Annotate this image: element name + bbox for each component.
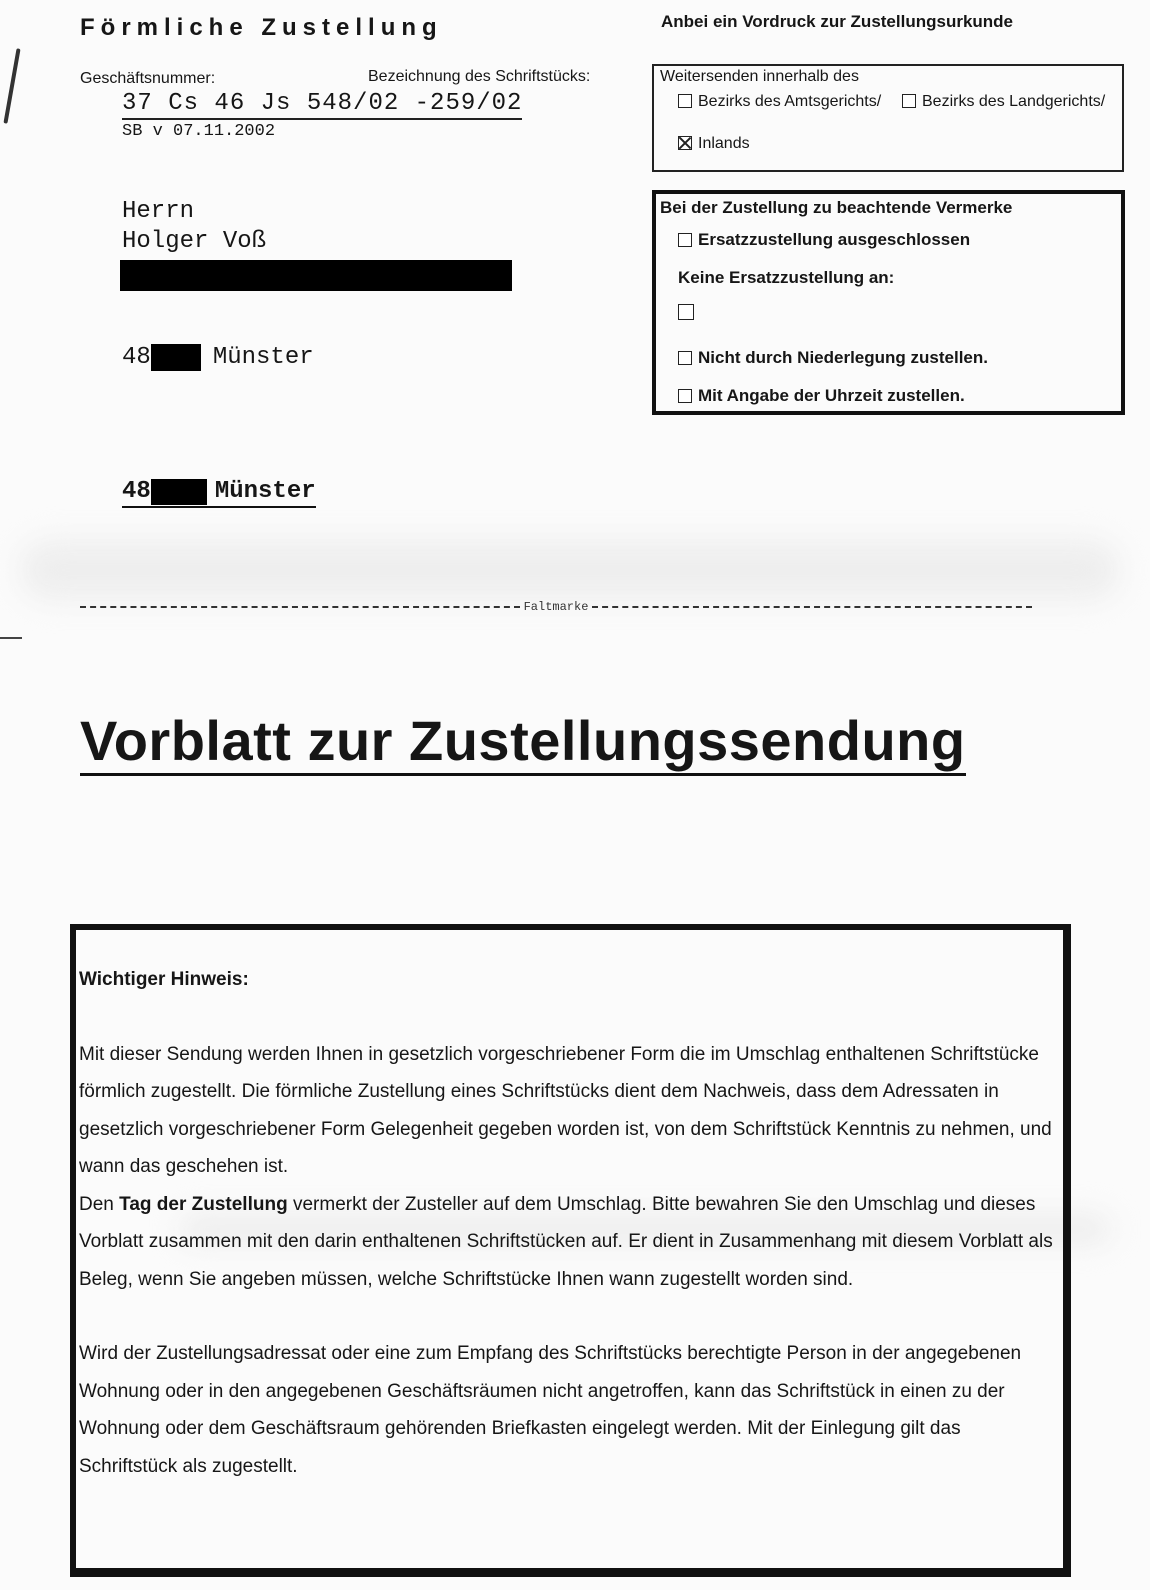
page-title: Vorblatt zur Zustellungssendung: [80, 712, 966, 776]
notice-paragraph-2: Den Tag der Zustellung vermerkt der Zusteller auf dem Umschlag. Bitte bewahren Sie den Umschlag und dieses Vorblatt zusammen mit den darin enthaltenen Schriftstücken auf. Er dient in Zusammenhang mit diesem Vorblatt als Beleg, wenn Sie angeben müssen, welche Schriftstücke Ihnen wann zugestellt worden sind.: [79, 1193, 1053, 1290]
notice-paragraph-3: Wird der Zustellungsadressat oder eine zum Empfang des Schriftstücks berechtigte Person in der angegebenen Wohnung oder in den angegebenen Geschäftsräumen nicht angetroffen, kann das Schriftstück in einen zu der Wohnung oder dem Geschäftsraum gehörenden Briefkasten eingelegt werden. Mit der Einlegung gilt das Schriftstück als zugestellt.: [79, 1343, 1022, 1477]
redacted-street: [120, 260, 512, 291]
redacted-zip: [151, 344, 201, 371]
side-mark: [0, 637, 22, 639]
checkbox-icon: [902, 94, 916, 108]
redacted-zip: [151, 479, 207, 505]
fold-mark-label: Faltmarke: [523, 600, 589, 614]
recipient-city-line: 48 Münster: [122, 344, 314, 371]
checkbox-icon: [678, 351, 692, 365]
recipient-salutation: Herrn: [122, 198, 195, 225]
forward-option-inlands[interactable]: Inlands: [678, 135, 750, 153]
envelope-city-line: 48 Münster: [122, 478, 316, 508]
checked-checkbox-icon: [678, 136, 692, 150]
remark-no-substitute-checkbox[interactable]: [678, 304, 700, 323]
checkbox-icon: [678, 389, 692, 403]
remarks-title: Bei der Zustellung zu beachtende Vermerke: [660, 198, 1013, 217]
notice-paragraph-1: Mit dieser Sendung werden Ihnen in gesetzlich vorgeschriebener Form die im Umschlag enthaltenen Schriftstücke förmlich zugestellt. Die förmliche Zustellung eines Schriftstücks dient dem Nachweis, dass dem Adressaten in gesetzlich vorgeschriebener Form Gelegenheit gegeben worden ist, von dem Schriftstück Kenntnis zu nehmen, und wann das geschehen ist.: [79, 1043, 1052, 1177]
form-title: Förmliche Zustellung: [80, 14, 443, 41]
notice-box: [70, 924, 1071, 1577]
forwarding-box: [652, 64, 1124, 172]
case-number-label: Geschäftsnummer:: [80, 70, 216, 87]
remark-no-deposit[interactable]: Nicht durch Niederlegung zustellen.: [678, 348, 988, 368]
remark-with-time[interactable]: Mit Angabe der Uhrzeit zustellen.: [678, 386, 965, 406]
delivery-day-emphasis: Tag der Zustellung: [119, 1193, 288, 1215]
forwarding-title: Weitersenden innerhalb des: [660, 68, 859, 85]
checkbox-icon: [678, 94, 692, 108]
checkbox-icon: [678, 304, 694, 320]
punch-mark: [3, 48, 20, 124]
notice-heading: Wichtiger Hinweis:: [79, 969, 249, 990]
checkbox-icon: [678, 233, 692, 247]
no-substitute-label: Keine Ersatzzustellung an:: [678, 268, 895, 287]
remarks-box: [652, 190, 1125, 415]
document-label: Bezeichnung des Schriftstücks:: [368, 68, 591, 85]
recipient-name: Holger Voß: [122, 228, 267, 255]
fold-mark-line: [80, 600, 1032, 614]
form-note: Anbei ein Vordruck zur Zustellungsurkunde: [661, 12, 1014, 31]
forward-option-amtsgericht[interactable]: Bezirks des Amtsgerichts/: [678, 93, 881, 111]
forward-option-landgericht[interactable]: Bezirks des Landgerichts/: [902, 93, 1105, 111]
case-number: 37 Cs 46 Js 548/02 -259/02: [122, 90, 522, 120]
scan-smudge: [20, 540, 1120, 600]
case-sub: SB v 07.11.2002: [122, 122, 276, 141]
remark-excluded[interactable]: Ersatzzustellung ausgeschlossen: [678, 230, 970, 250]
